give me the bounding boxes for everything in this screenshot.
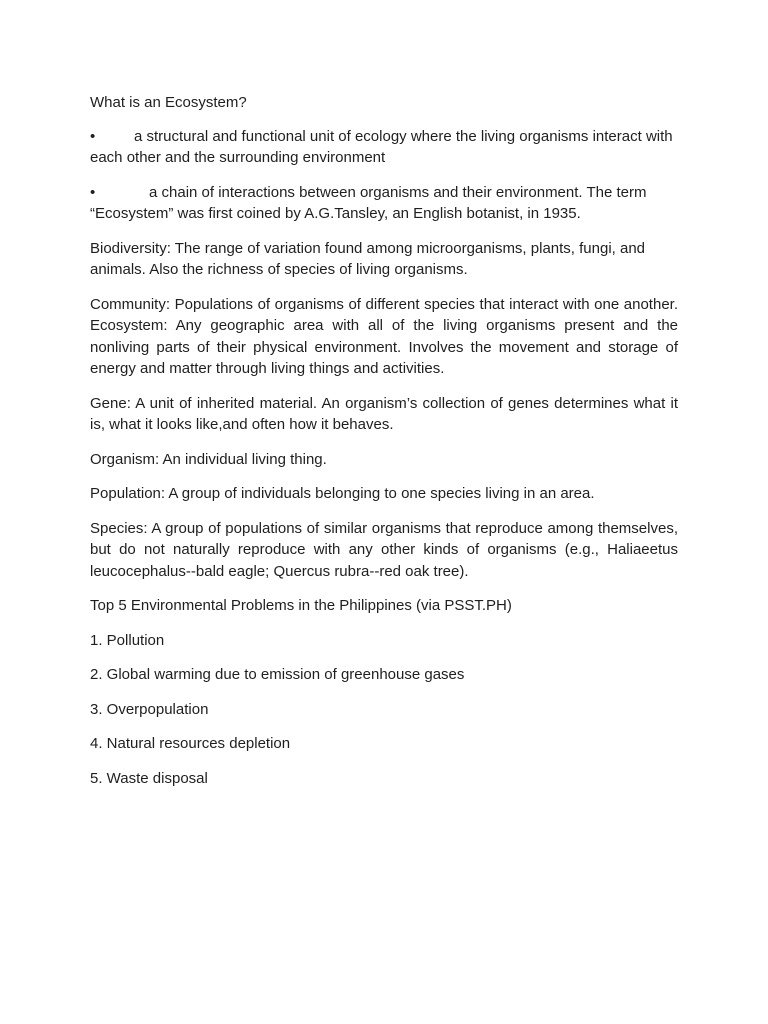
- definition-species: Species: A group of populations of similar organisms that reproduce among themselves, but do not naturally reproduce with any other kinds of organisms (e.g., Haliaeetus leucocephalus--bald eagle; Quercus rubra--red oak tree).: [90, 519, 678, 580]
- bullet-text: a structural and functional unit of ecology where the living organisms interact with each other and the surrounding environment: [90, 127, 673, 166]
- definition-biodiversity: Biodiversity: The range of variation found among microorganisms, plants, fungi, and animals. Also the richness of species of living organisms.: [90, 239, 646, 278]
- problem-item: 5. Waste disposal: [90, 769, 208, 787]
- problem-item: 4. Natural resources depletion: [90, 735, 291, 752]
- definition-gene: Gene: A unit of inherited material. An organism’s collection of genes determines what it is, what it looks like,and often how it behaves.: [90, 394, 678, 433]
- problem-item: 1. Pollution: [90, 631, 165, 649]
- problem-item: 3. Overpopulation: [90, 700, 209, 718]
- bullet-item: [90, 126, 678, 169]
- bullet-marker: •: [90, 127, 96, 145]
- definition-community: Community: Populations of organisms of different species that interact with one another. Ecosystem: Any geographic area with all of the living organisms present and the nonliving parts of their physical environment. Involves the movement and storage of energy and matter through living things and activities.: [90, 295, 678, 377]
- problem-item: 2. Global warming due to emission of greenhouse gases: [90, 666, 465, 683]
- ecosystem-heading: What is an Ecosystem?: [90, 94, 247, 111]
- definition-population: Population: A group of individuals belonging to one species living in an area.: [90, 485, 595, 502]
- definition-organism: Organism: An individual living thing.: [90, 450, 327, 468]
- bullet-text: a chain of interactions between organisms and their environment. The term “Ecosystem” was first coined by A.G.Tansley, an English botanist, in 1935.: [90, 183, 647, 222]
- bullet-marker: •: [90, 183, 96, 201]
- document-page: [90, 92, 678, 802]
- problems-heading: Top 5 Environmental Problems in the Philippines (via PSST.PH): [90, 597, 512, 614]
- bullet-item: [90, 182, 678, 225]
